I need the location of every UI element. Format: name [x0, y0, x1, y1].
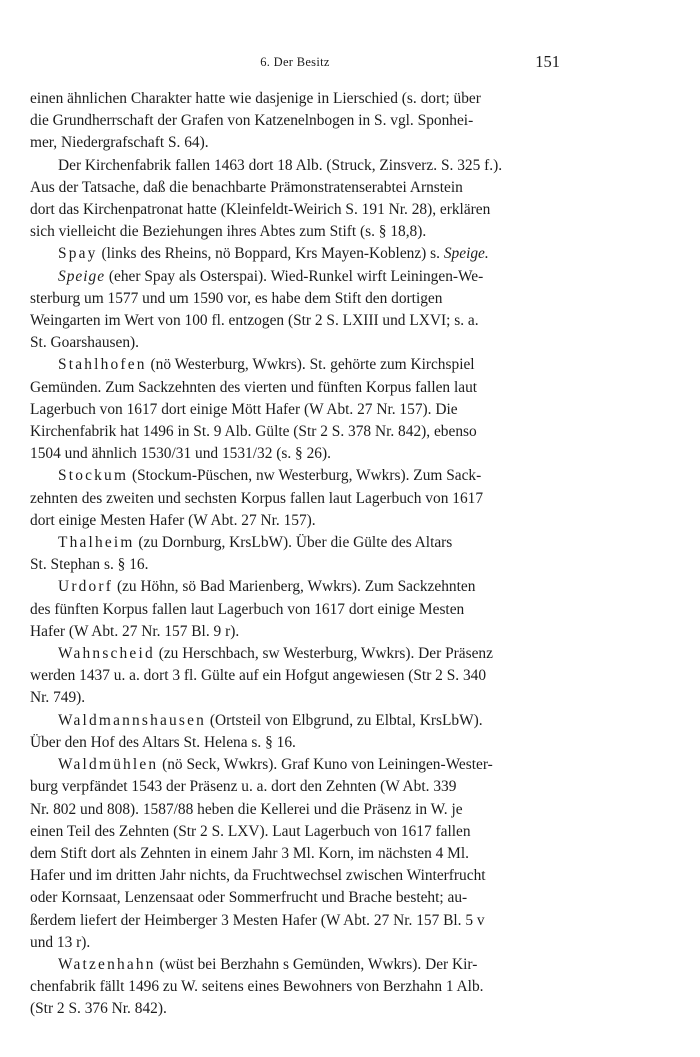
text-line: einen Teil des Zehnten (Str 2 S. LXV). Laut Lagerbuch von 1617 fallen — [30, 822, 471, 840]
text-line: (eher Spay als Osterspai). Wied-Runkel wirft Leiningen-We- — [105, 267, 484, 285]
text-line: Weingarten im Wert von 100 fl. entzogen (Str 2 S. LXIII und LXVI; s. a. — [30, 312, 479, 330]
text-line: Nr. 802 und 808). 1587/88 heben die Kellerei und die Präsenz in W. je — [30, 800, 463, 818]
text-line: Gemünden. Zum Sackzehnten des vierten und fünften Korpus fallen laut — [30, 378, 478, 396]
running-head — [30, 52, 560, 74]
paragraph — [30, 155, 560, 244]
text-line: (zu Herschbach, sw Westerburg, Wwkrs). Der Präsenz — [154, 645, 493, 663]
text-line: mer, Niedergrafschaft S. 64). — [30, 134, 209, 152]
text-line: Nr. 749). — [30, 689, 86, 707]
place-name: Stahlhofen — [58, 356, 147, 374]
text-line: Aus der Tatsache, daß die benachbarte Prämonstratenserabtei Arnstein — [30, 178, 463, 196]
text-line: Hafer (W Abt. 27 Nr. 157 Bl. 9 r). — [30, 622, 240, 640]
text-line: (Stockum-Püschen, nw Westerburg, Wwkrs). Zum Sack- — [128, 467, 482, 485]
text-line: einen ähnlichen Charakter hatte wie dasjenige in Lierschied (s. dort; über — [30, 90, 481, 107]
text-line: die Grundherrschaft der Grafen von Katzenelnbogen in S. vgl. Sponhei- — [30, 112, 474, 130]
text-line: des fünften Korpus fallen laut Lagerbuch von 1617 dort einige Mesten — [30, 600, 465, 618]
text-line: burg verpfändet 1543 der Präsenz u. a. dort den Zehnten (W Abt. 339 — [30, 778, 457, 796]
entry-paragraph — [30, 354, 560, 465]
place-name: Watzenhahn — [58, 955, 156, 973]
text-line: Kirchenfabrik hat 1496 in St. 9 Alb. Gülte (Str 2 S. 378 Nr. 842), ebenso — [30, 423, 477, 441]
entry-paragraph — [30, 266, 560, 355]
text-line: (wüst bei Berzhahn s Gemünden, Wwkrs). Der Kir- — [155, 955, 478, 973]
text-line: Der Kirchenfabrik fallen 1463 dort 18 Alb. (Struck, Zinsverz. S. 325 f.). — [58, 156, 503, 174]
entry-paragraph — [30, 710, 560, 754]
text-line: (links des Rheins, nö Boppard, Krs Mayen-Koblenz) s. — [97, 245, 444, 263]
place-name: Wahnscheid — [58, 645, 155, 663]
text-line: St. Goarshausen). — [30, 334, 139, 352]
text-line: zehnten des zweiten und sechsten Korpus fallen laut Lagerbuch von 1617 — [30, 489, 484, 507]
text-line: (nö Westerburg, Wwkrs). St. gehörte zum Kirchspiel — [146, 356, 475, 374]
entry-paragraph — [30, 243, 560, 265]
entry-paragraph — [30, 532, 560, 576]
place-name: Spay — [58, 245, 98, 263]
place-name: Waldmühlen — [58, 756, 159, 774]
text-line: sich vielleicht die Beziehungen ihres Abtes zum Stift (s. § 18,8). — [30, 223, 427, 241]
text-line: (zu Höhn, sö Bad Marienberg, Wwkrs). Zum Sackzehnten — [113, 578, 476, 596]
text-line: St. Stephan s. § 16. — [30, 556, 149, 574]
entry-paragraph — [30, 643, 560, 710]
text-line: (Str 2 S. 376 Nr. 842). — [30, 1000, 167, 1018]
body-text — [30, 88, 560, 1021]
text-line: Lagerbuch von 1617 dort einige Mött Hafer (W Abt. 27 Nr. 157). Die — [30, 400, 458, 418]
text-line: (nö Seck, Wwkrs). Graf Kuno von Leiningen-Wester- — [158, 756, 493, 774]
text-line: ßerdem liefert der Heimberger 3 Mesten Hafer (W Abt. 27 Nr. 157 Bl. 5 v — [30, 911, 485, 929]
text-line: chenfabrik fällt 1496 zu W. seitens eines Bewohners von Berzhahn 1 Alb. — [30, 978, 484, 996]
text-line: werden 1437 u. a. dort 3 fl. Gülte auf ein Hofgut angewiesen (Str 2 S. 340 — [30, 667, 487, 685]
place-name: Urdorf — [58, 578, 114, 596]
text-line: und 13 r). — [30, 933, 91, 951]
text-line: oder Kornsaat, Lenzensaat oder Sommerfrucht und Brache besteht; au- — [30, 889, 468, 907]
place-name: Stockum — [58, 467, 129, 485]
text-line: (Ortsteil von Elbgrund, zu Elbtal, KrsLbW). — [206, 711, 483, 729]
text-line: dort das Kirchenpatronat hatte (Kleinfeldt-Weirich S. 191 Nr. 28), erklären — [30, 201, 491, 219]
text-line: Hafer und im dritten Jahr nichts, da Fruchtwechsel zwischen Winterfrucht — [30, 867, 486, 885]
page-number: 151 — [535, 52, 560, 71]
place-name: Thalheim — [58, 534, 135, 552]
paragraph — [30, 88, 560, 155]
place-name-italic: Speige — [58, 267, 106, 285]
cross-reference: Speige. — [443, 245, 489, 263]
text-line: dem Stift dort als Zehnten in einem Jahr 3 Ml. Korn, im nächsten 4 Ml. — [30, 844, 469, 862]
entry-paragraph — [30, 754, 560, 954]
entry-paragraph — [30, 576, 560, 643]
text-line: (zu Dornburg, KrsLbW). Über die Gülte des Altars — [134, 534, 453, 552]
text-line: 1504 und ähnlich 1530/31 und 1531/32 (s. § 26). — [30, 445, 331, 463]
text-line: dort einige Mesten Hafer (W Abt. 27 Nr. 157). — [30, 511, 316, 529]
entry-paragraph — [30, 954, 560, 1021]
running-title: 6. Der Besitz — [260, 55, 330, 69]
place-name: Waldmannshausen — [58, 711, 207, 729]
text-line: sterburg um 1577 und um 1590 vor, es habe dem Stift den dortigen — [30, 289, 443, 307]
entry-paragraph — [30, 465, 560, 532]
text-line: Über den Hof des Altars St. Helena s. § 16. — [30, 733, 296, 751]
